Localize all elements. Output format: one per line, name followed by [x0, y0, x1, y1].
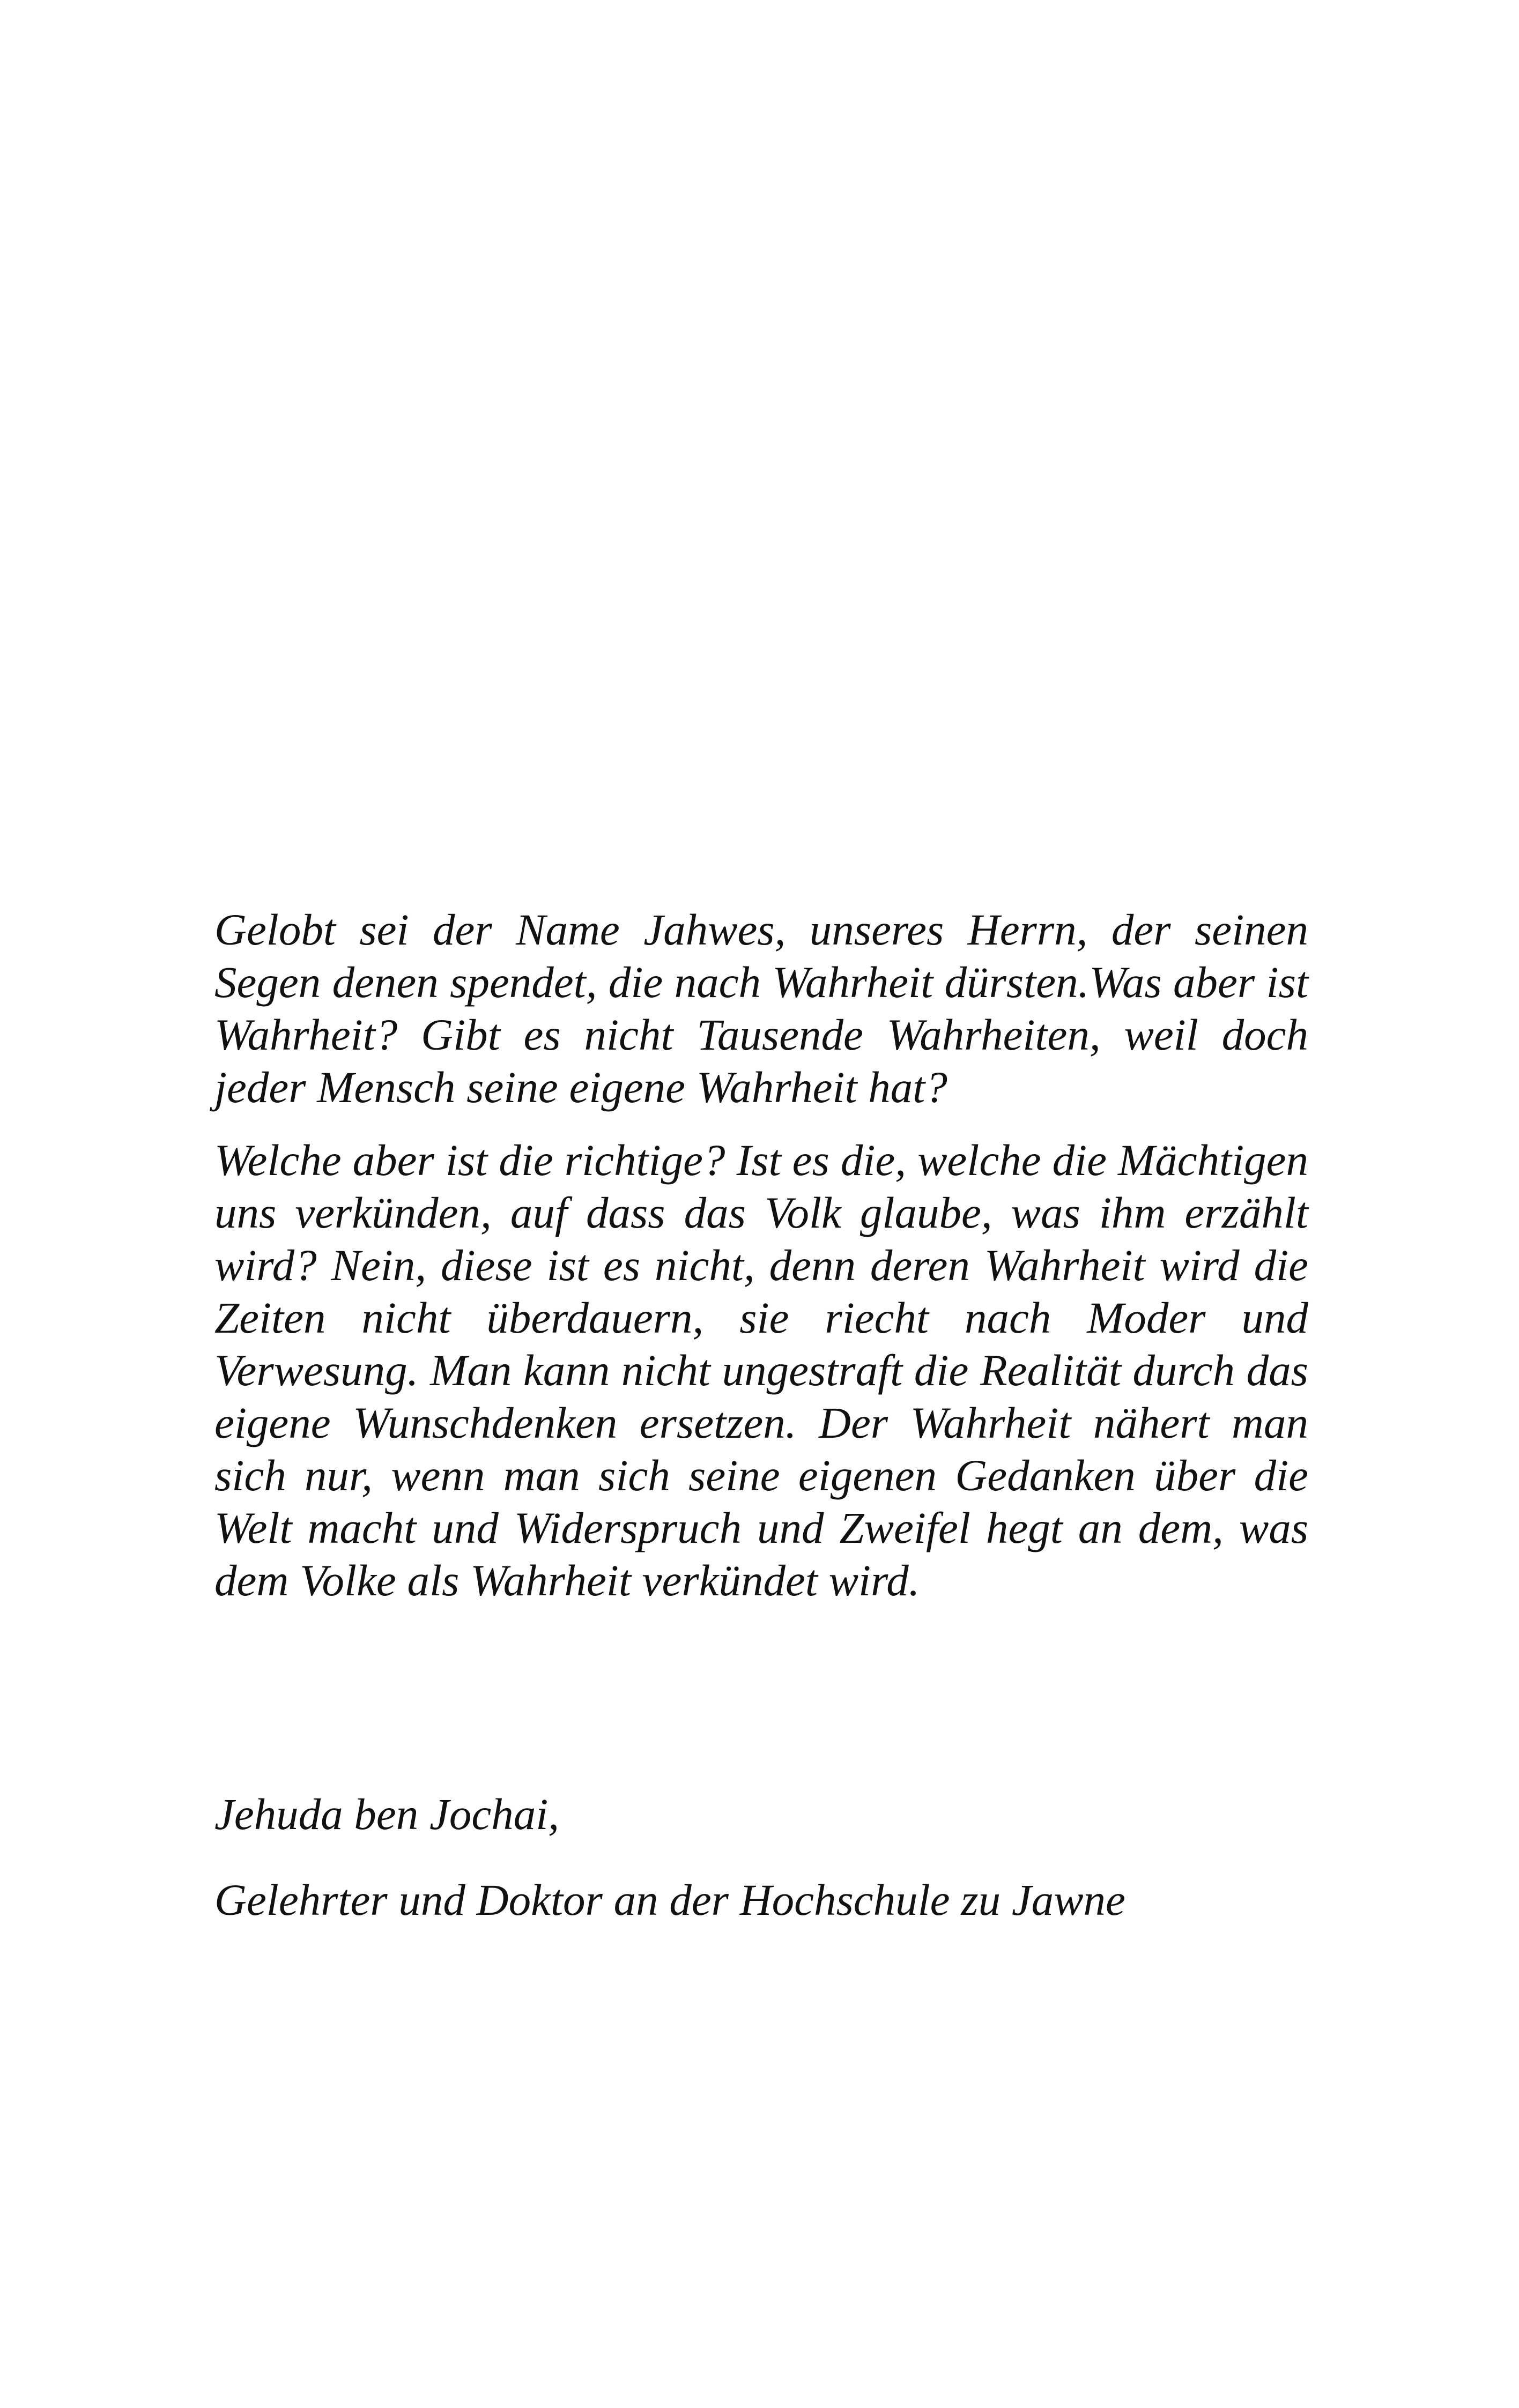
epigraph-paragraph-2: Welche aber ist die richtige? Ist es die, welche die Mächtigen uns verkünden, auf dass das Volk glaube, was ihm erzählt wird? Nein, diese ist es nicht, denn deren Wahrheit wird die Zeiten nicht überdauern, sie riecht nach Moder und Verwesung. Man kann nicht ungestraft die Realität durch das eigene Wunschdenken ersetzen. Der Wahrheit nähert man sich nur, wenn man sich seine eigenen Gedanken über die Welt macht und Widerspruch und Zweifel hegt an dem, was dem Volke als Wahrheit verkündet wird. — [214, 1135, 1308, 1605]
epigraph-paragraph-1: Gelobt sei der Name Jahwes, unseres Herrn, der seinen Segen denen spendet, die nach Wahrheit dürsten.Was aber ist Wahrheit? Gibt es nicht Tausende Wahrheiten, weil doch jeder Mensch seine eigene Wahrheit hat? — [214, 905, 1308, 1112]
epigraph-attribution — [214, 1788, 1308, 1926]
author-title: Gelehrter und Doktor an der Hochschule zu Jawne — [214, 1875, 1125, 1924]
author-name: Jehuda ben Jochai, — [214, 1789, 560, 1839]
epigraph-text — [214, 903, 1308, 1607]
